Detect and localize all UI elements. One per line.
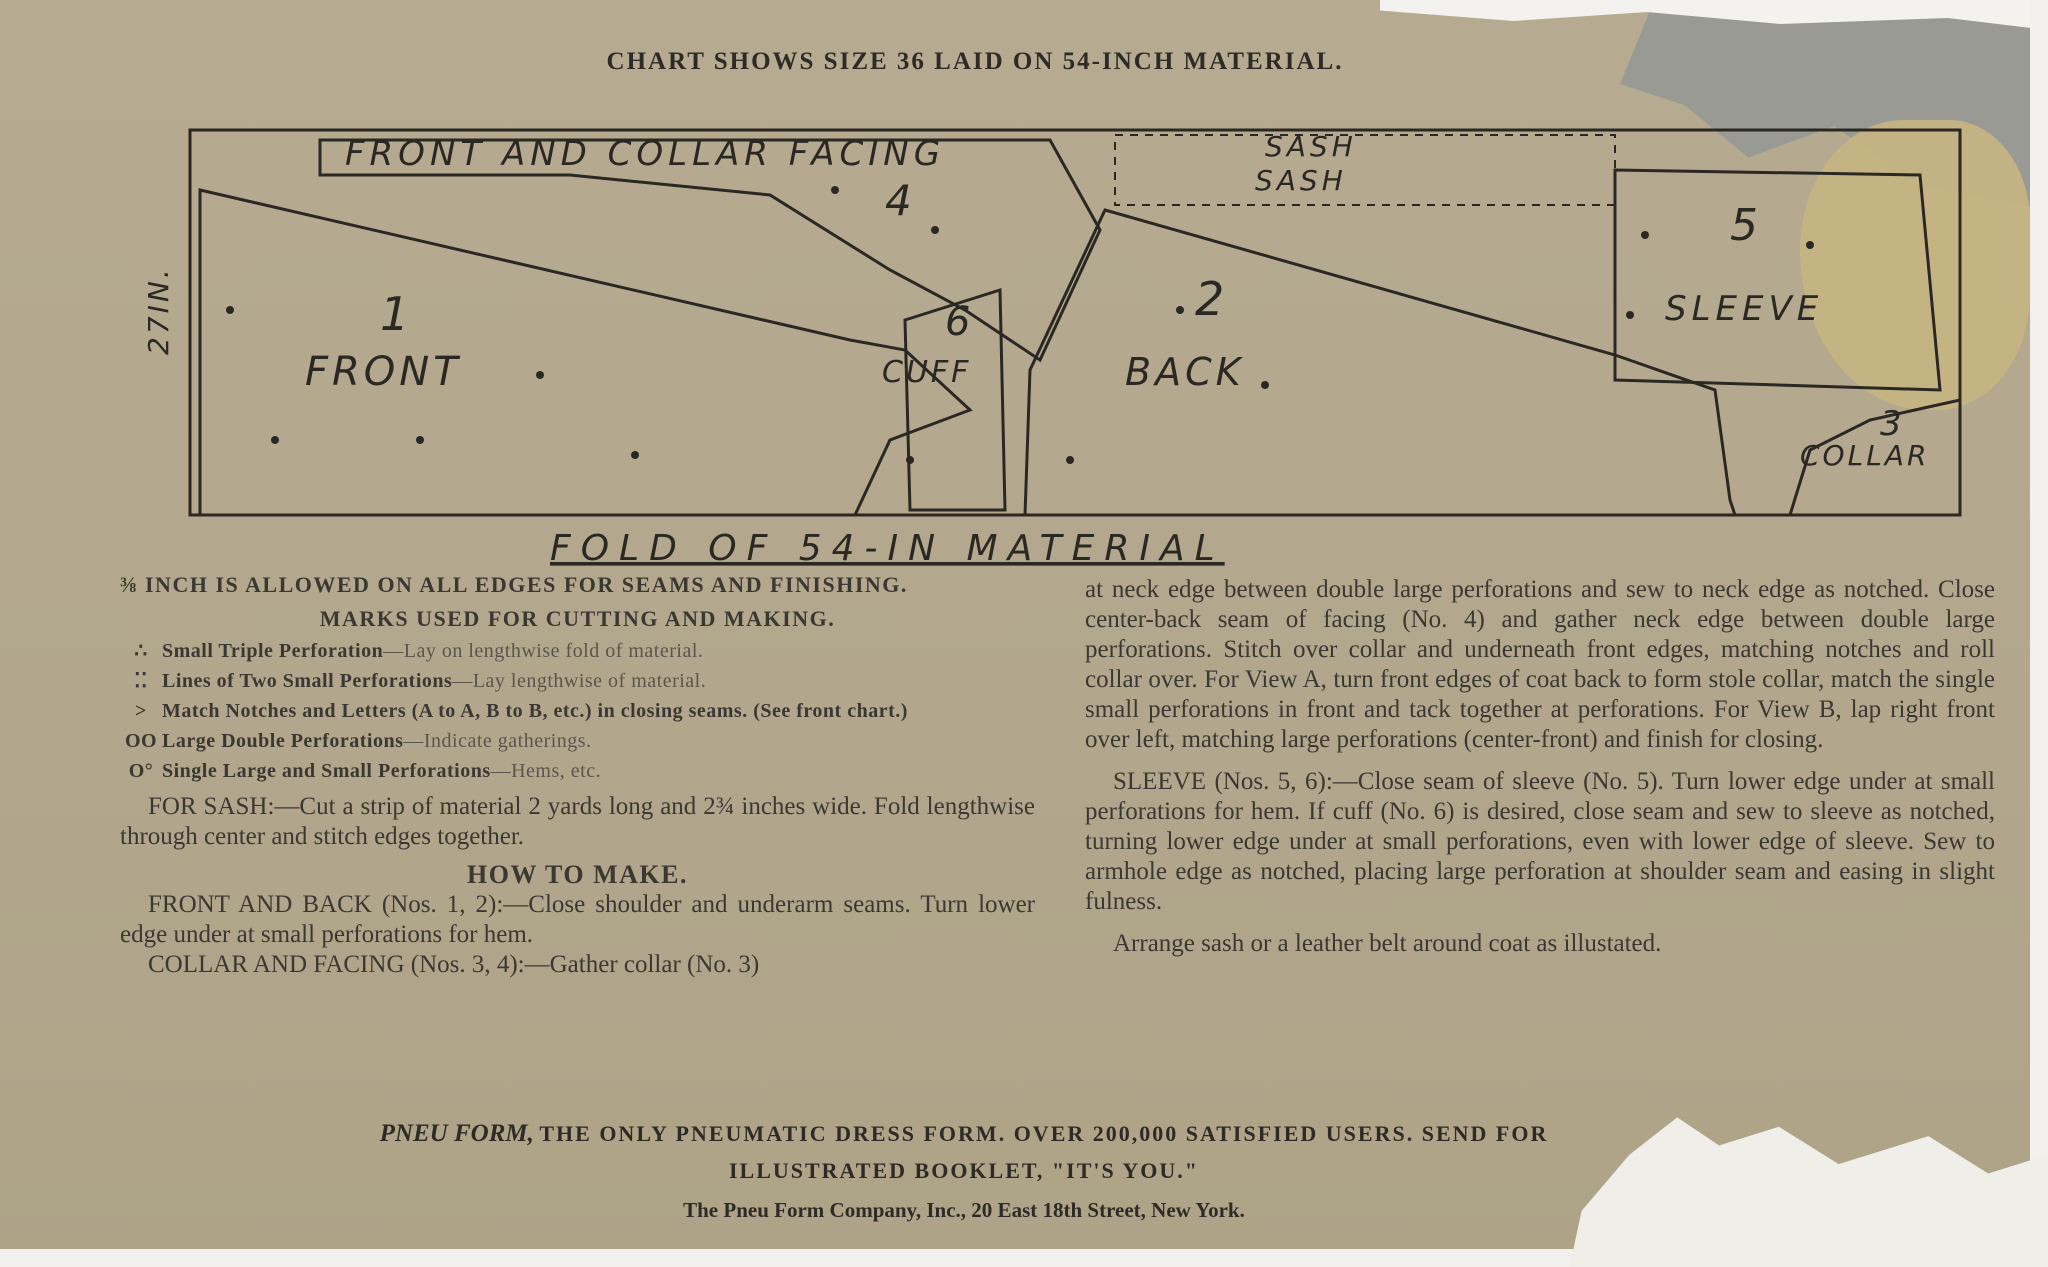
mark-double-perforations: OO Large Double Perforations—Indicate gatherings. [124, 730, 592, 752]
front-back-instructions: FRONT AND BACK (Nos. 1, 2):—Close shoulder and underarm seams. Turn lower edge under at small perforations for hem. [120, 891, 1035, 948]
instructions-left-column [120, 570, 1035, 980]
label-sleeve: SLEEVE [1665, 289, 1824, 329]
footer-address: The Pneu Form Company, Inc., 20 East 18th Street, New York. [683, 1198, 1245, 1222]
marks-legend [120, 636, 1035, 786]
mark-notches: > Match Notches and Letters (A to A, B to B, etc.) in closing seams. (See front chart.) [135, 700, 908, 722]
label-num-5: 5 [1730, 200, 1758, 251]
page-edge-right [2030, 0, 2048, 1267]
footer-slogan: THE ONLY PNEUMATIC DRESS FORM. OVER 200,000 SATISFIED USERS. SEND FOR [539, 1121, 1549, 1146]
label-front: FRONT [305, 349, 462, 395]
label-num-4: 4 [885, 176, 912, 225]
label-num-2: 2 [1195, 272, 1225, 326]
label-back: BACK [1125, 350, 1245, 394]
footer-ad-line-2: ILLUSTRATED BOOKLET, "IT'S YOU." [728, 1158, 1200, 1183]
perforation-marks [226, 186, 1814, 464]
label-27-inches: 27IN. [142, 266, 175, 355]
label-num-3: 3 [1880, 404, 1902, 444]
piece-5-outline [1615, 170, 1940, 390]
label-sash-top: SASH [1265, 130, 1357, 163]
how-to-make-heading: HOW TO MAKE. [467, 860, 688, 889]
mark-single-perforations: O° Single Large and Small Perforations—Hems, etc. [128, 760, 602, 782]
cutting-layout-chart [142, 120, 2000, 569]
footer-ad-line-1 [0, 1120, 1988, 1148]
mark-triple-perforation: ∴ Small Triple Perforation—Lay on lengthwise fold of material. [134, 640, 704, 662]
footer-brand: PNEU FORM, [379, 1120, 534, 1147]
layout-diagram [142, 120, 2000, 569]
label-collar: COLLAR [1800, 439, 1930, 472]
sash-outline [1115, 135, 1615, 205]
mark-two-perforations: ⁚⁚ Lines of Two Small Perforations—Lay lengthwise of material. [134, 670, 707, 692]
label-sash-bottom: SASH [1255, 164, 1347, 197]
sleeve-instructions: SLEEVE (Nos. 5, 6):—Close seam of sleeve (No. 5). Turn lower edge under at small perforations for hem. If cuff (No. 6) is desired, close seam and sew to sleeve as notched, turning lower edge under at small perforations, even with lower edge of sleeve. Sew to armhole edge as notched, placing large perforation at shoulder seam and easing in slight fulness. [1085, 768, 1995, 915]
collar-facing-continued: at neck edge between double large perforations and sew to neck edge as notched. Close center-back seam of facing (No. 4) and gather neck edge between double large perforations. Stitch over collar and underneath front edges, matching notches and roll collar over. For View A, turn front edges of coat back to form stole collar, match the single small perforations in front and tack together at perforations. For View B, lap right front over left, matching large perforations (center-front) and finish for closing. [1085, 576, 1995, 753]
marks-heading: MARKS USED FOR CUTTING AND MAKING. [319, 606, 836, 631]
label-fold: FOLD OF 54-IN MATERIAL [550, 528, 1225, 569]
sash-instructions: FOR SASH:—Cut a strip of material 2 yards long and 2¾ inches wide. Fold lengthwise through center and stitch edges together. [120, 793, 1035, 850]
instructions-right-column [1085, 575, 1995, 959]
label-num-1: 1 [380, 287, 410, 341]
sash-arrangement-note: Arrange sash or a leather belt around coat as illustated. [1113, 930, 1662, 957]
label-front-collar-facing: FRONT AND COLLAR FACING [345, 134, 946, 174]
label-num-6: 6 [945, 299, 971, 345]
collar-facing-instructions: COLLAR AND FACING (Nos. 3, 4):—Gather collar (No. 3) [148, 951, 760, 978]
seam-allowance-note: ⅜ INCH IS ALLOWED ON ALL EDGES FOR SEAMS AND FINISHING. [120, 572, 908, 597]
chart-title: CHART SHOWS SIZE 36 LAID ON 54-INCH MATERIAL. [606, 48, 1344, 75]
label-cuff: CUFF [882, 355, 972, 390]
